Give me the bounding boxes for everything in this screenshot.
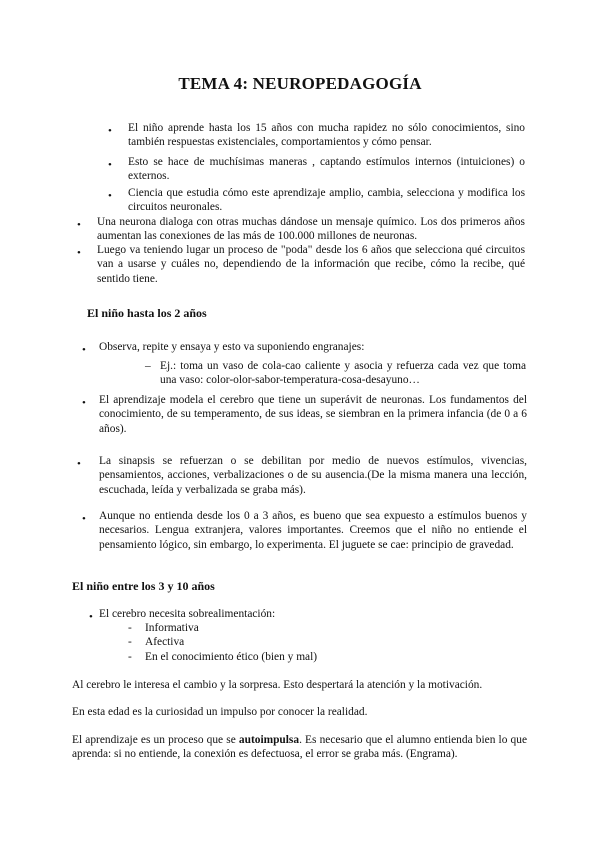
bold-term: autoimpulsa [238,734,300,746]
list-item: Informativa [145,622,199,634]
dash-marker: - [128,622,132,634]
bullet-marker: • [77,247,81,259]
bullet-marker: • [77,458,81,470]
section1-sub-bullet-text: Ej.: toma un vaso de cola-cao caliente y asocia y refuerza cada vez que toma una vaso: color-olor-sabor-temperatura-cosa-desayuno… [160,360,526,387]
intro-bullet-text: Ciencia que estudia cómo este aprendizaje amplio, cambia, selecciona y modifica los circuitos neuronales. [128,187,525,214]
list-item: En el conocimiento ético (bien y mal) [145,651,318,663]
bullet-marker: • [108,159,112,171]
bullet-marker: • [82,344,86,356]
section-heading: El niño hasta los 2 años [87,306,207,320]
intro-bullet-text: Luego va teniendo lugar un proceso de "poda" desde los 6 años que selecciona qué circuitos van a usarse y cuáles no, dependiendo de la información que recibe, cómo la recibe, qué sentido tiene. [97,244,525,285]
section1-bullet-text: Observa, repite y ensaya y esto va suponiendo engranajes: [99,341,365,353]
bullet-marker: • [77,219,81,231]
bullet-marker: • [82,397,86,409]
bullet-marker: • [108,125,112,137]
bullet-marker: • [82,513,86,525]
document-title: TEMA 4: NEUROPEDAGOGÍA [178,74,422,93]
section1-bullet-text: Aunque no entienda desde los 0 a 3 años, es bueno que sea expuesto a estímulos buenos y necesarios. Lengua extranjera, valores importantes. Creemos que el niño no entiende el pensamiento lógico, sin embargo, lo experimenta. El juguete se cae: principio de gravedad. [99,510,527,551]
dash-marker: - [128,651,132,663]
dash-marker: – [145,360,151,372]
section-heading: El niño entre los 3 y 10 años [72,579,215,593]
body-paragraph [72,733,527,762]
dash-marker: - [128,636,132,648]
intro-bullet-text: El niño aprende hasta los 15 años con mucha rapidez no sólo conocimientos, sino también respuestas existenciales, comportamientos y cómo pensar. [128,122,525,149]
paragraph-text: El aprendizaje es un proceso que se [72,734,239,746]
body-paragraph: En esta edad es la curiosidad un impulso por conocer la realidad. [72,706,368,718]
section1-bullet-text: La sinapsis se refuerzan o se debilitan por medio de nuevos estímulos, vivencias, pensamientos, acciones, verbalizaciones o de su ausencia.(De la misma manera una lección, escuchada, leída y verbalizada se graba más). [99,455,527,496]
intro-bullet-text: Una neurona dialoga con otras muchas dándose un mensaje químico. Los dos primeros años aumentan las conexiones de las más de 100.000 millones de neuronas. [97,216,525,243]
section2-bullet-text: El cerebro necesita sobrealimentación: [99,608,276,620]
intro-bullet-text: Esto se hace de muchísimas maneras , captando estímulos internos (intuiciones) o externos. [128,156,525,183]
list-item: Afectiva [145,636,185,648]
bullet-marker: • [89,611,93,623]
paragraph-text: . Es necesario que el alumno entienda bien lo que aprenda: si no entiende, la conexión es defectuosa, el error se graba más. (Engrama). [72,734,528,761]
bullet-marker: • [108,190,112,202]
body-paragraph: Al cerebro le interesa el cambio y la sorpresa. Esto despertará la atención y la motivación. [72,679,483,691]
section1-bullet-text: El aprendizaje modela el cerebro que tiene un superávit de neuronas. Los fundamentos del conocimiento, de su temperamento, de sus ideas, se siembran en la primera infancia (de 0 a 6 años). [99,394,527,435]
